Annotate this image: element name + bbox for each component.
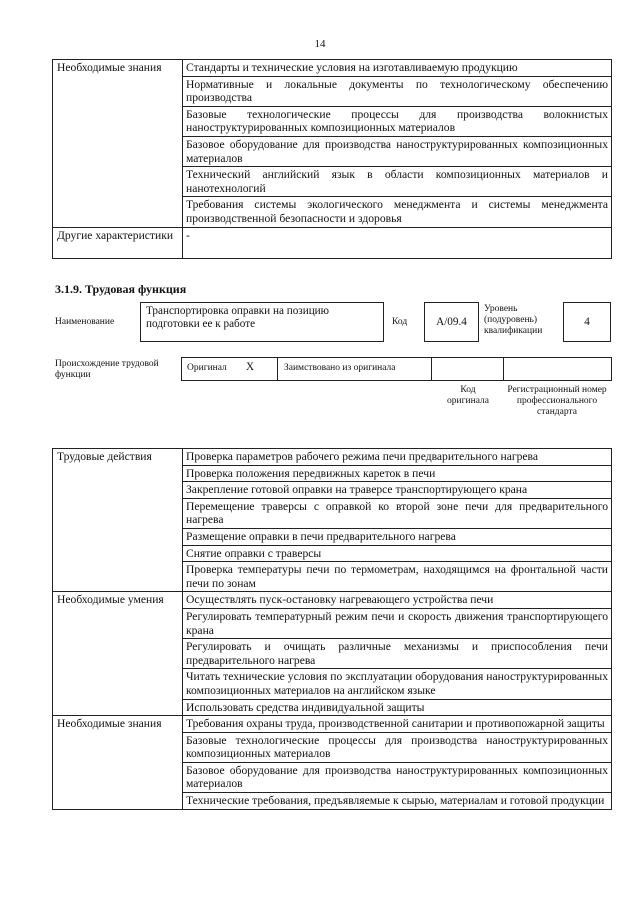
page-number: 14 bbox=[314, 38, 326, 50]
code-value: А/09.4 bbox=[436, 315, 467, 328]
level-label: Уровень (подуровень) квалификации bbox=[484, 304, 543, 336]
row-label-actions: Трудовые действия bbox=[53, 449, 183, 592]
skill-item: Использовать средства индивидуальной защиты bbox=[183, 699, 612, 716]
origin-top-border bbox=[181, 357, 611, 358]
registration-caption: Регистрационный номер профессионального стандарта bbox=[507, 385, 607, 417]
row-label-other: Другие характеристики bbox=[53, 227, 183, 258]
function-name: Транспортировка оправки на позицию подготовки ее к работе bbox=[146, 305, 330, 330]
action-item: Закрепление готовой оправки на траверсе транспортирующего крана bbox=[183, 482, 612, 499]
original-mark: X bbox=[246, 361, 255, 373]
action-item: Проверка положения передвижных кареток в печи bbox=[183, 465, 612, 482]
top-knowledge-table bbox=[52, 59, 612, 259]
skill-item: Осуществлять пуск-остановку нагревающего устройства печи bbox=[183, 592, 612, 609]
row-label-skills: Необходимые умения bbox=[53, 592, 183, 716]
origin-divider bbox=[611, 357, 612, 381]
code-original-caption: Код оригинала bbox=[447, 385, 489, 406]
origin-divider bbox=[277, 357, 278, 381]
skill-item: Регулировать и очищать различные механизмы и приспособления печи предварительного нагрева bbox=[183, 639, 612, 669]
knowledge-item: Технические требования, предъявляемые к сырью, материалам и готовой продукции bbox=[183, 793, 612, 810]
origin-label: Происхождение трудовой функции bbox=[55, 359, 159, 380]
knowledge-item: Требования охраны труда, производственной санитарии и противопожарной защиты bbox=[183, 716, 612, 733]
origin-divider bbox=[503, 357, 504, 381]
action-item: Проверка температуры печи по термометрам, находящимся на фронтальной части печи по зонам bbox=[183, 562, 612, 592]
level-box bbox=[563, 302, 611, 342]
function-name-box bbox=[140, 302, 384, 342]
origin-divider bbox=[431, 357, 432, 381]
origin-bottom-border bbox=[181, 380, 611, 381]
knowledge-item: Базовое оборудование для производства наноструктурированных композиционных материалов bbox=[183, 136, 612, 166]
knowledge-item: Базовое оборудование для производства наноструктурированных композиционных материалов bbox=[183, 762, 612, 792]
row-label-knowledge: Необходимые знания bbox=[53, 60, 183, 228]
knowledge-item: Базовые технологические процессы для производства наноструктурированных композиционных материалов bbox=[183, 732, 612, 762]
level-value: 4 bbox=[584, 315, 590, 328]
borrowed-label: Заимствовано из оригинала bbox=[284, 363, 396, 373]
other-value: - bbox=[183, 227, 612, 258]
origin-divider bbox=[181, 357, 182, 381]
section-title: 3.1.9. Трудовая функция bbox=[55, 282, 187, 296]
action-item: Проверка параметров рабочего режима печи предварительного нагрева bbox=[183, 449, 612, 466]
code-label: Код bbox=[392, 317, 408, 327]
action-item: Снятие оправки с траверсы bbox=[183, 545, 612, 562]
original-label: Оригинал bbox=[187, 363, 227, 373]
code-box bbox=[424, 302, 479, 342]
knowledge-item: Требования системы экологического менеджмента и системы менеджмента производственной безопасности и здоровья bbox=[183, 197, 612, 227]
name-label: Наименование bbox=[55, 317, 115, 327]
action-item: Перемещение траверсы с оправкой ко второй зоне печи для предварительного нагрева bbox=[183, 498, 612, 528]
action-item: Размещение оправки в печи предварительного нагрева bbox=[183, 528, 612, 545]
skill-item: Читать технические условия по эксплуатации оборудования наноструктурированных композиционных материалов на английском языке bbox=[183, 669, 612, 699]
knowledge-item: Технический английский язык в области композиционных материалов и нанотехнологий bbox=[183, 167, 612, 197]
main-function-table bbox=[52, 448, 612, 810]
skill-item: Регулировать температурный режим печи и скорость движения транспортирующего крана bbox=[183, 608, 612, 638]
row-label-knowledge-main: Необходимые знания bbox=[53, 716, 183, 810]
knowledge-item: Базовые технологические процессы для производства волокнистых наноструктурированных композиционных материалов bbox=[183, 106, 612, 136]
knowledge-item: Нормативные и локальные документы по технологическому обеспечению производства bbox=[183, 76, 612, 106]
knowledge-item: Стандарты и технические условия на изготавливаемую продукцию bbox=[183, 60, 612, 77]
